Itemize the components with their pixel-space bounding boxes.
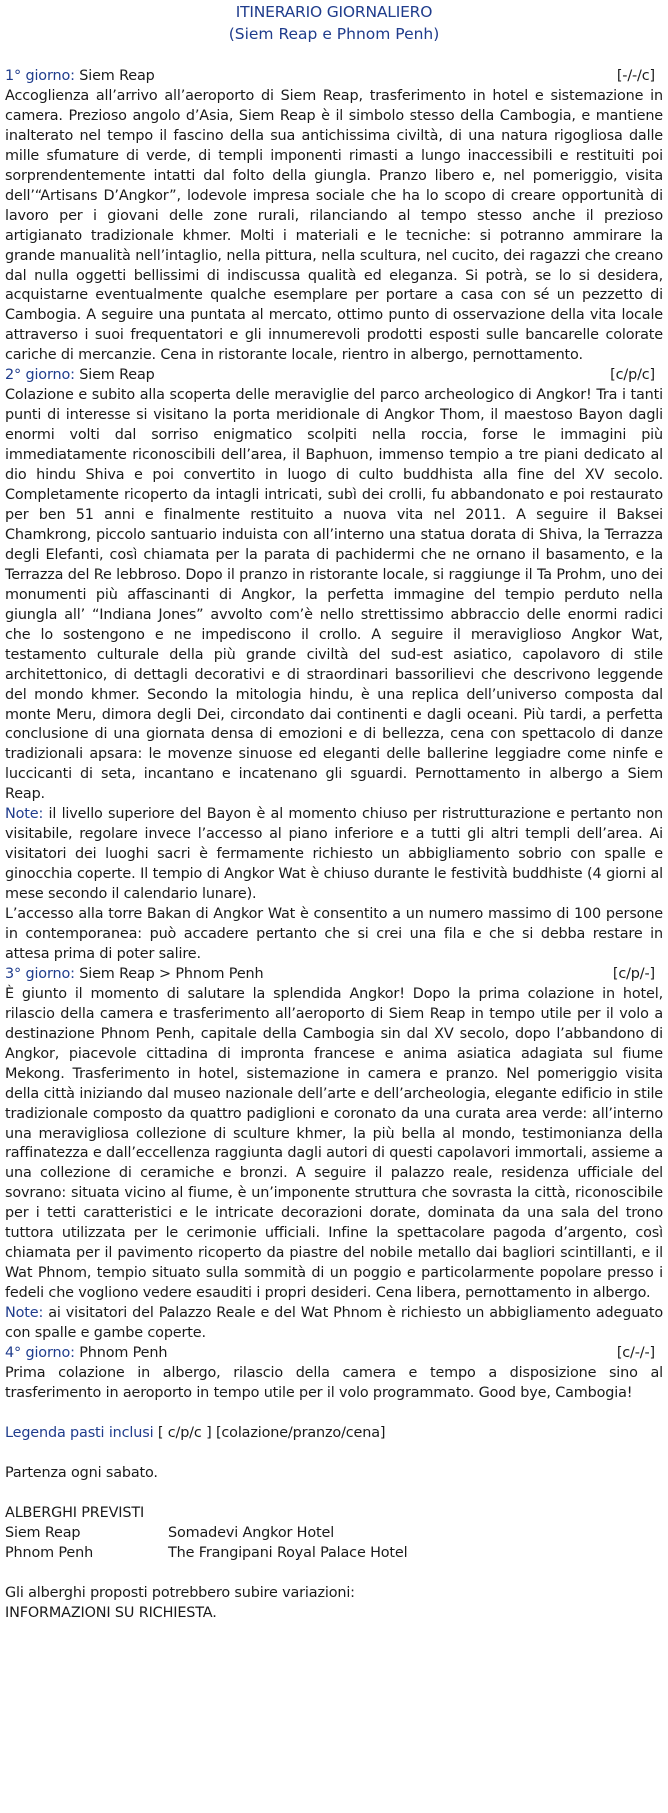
day-section	[5, 366, 663, 965]
day-title	[5, 67, 155, 87]
day-label: 3° giorno:	[5, 965, 75, 982]
day-meals: [c/-/-]	[616, 1345, 655, 1361]
day-place: Siem Reap > Phnom Penh	[79, 965, 264, 982]
hotel-name: The Frangipani Royal Palace Hotel	[168, 1544, 408, 1561]
day-section	[5, 1344, 663, 1404]
page-subtitle: (Siem Reap e Phnom Penh)	[228, 25, 440, 43]
day-meals: [c/p/-]	[612, 965, 655, 982]
meal-legend-label: Legenda pasti inclusi	[5, 1424, 154, 1441]
day-place: Siem Reap	[79, 68, 155, 84]
day-label: 4° giorno:	[5, 1345, 75, 1361]
day-description: Accoglienza all’arrivo all’aeroporto di Siem Reap, trasferimento in hotel e sistemazione in camera. Prezioso angolo d’Asia, Siem Reap è il simbolo stesso della Cambogia, e mantiene inalterato nel tempo il fascino della sua antichissima civiltà, di una natura rigogliosa dalle mille sfumature di verde, di templi imponenti rimasti a lungo inaccessibili e restituiti poi sorprendentemente intatti dal folto della giungla. Pranzo libero e, nel pomeriggio, visita dell’“Artisans D’Angkor”, lodevole impresa sociale che ha lo scopo di creare opportunità di lavoro per i giovani delle zone rurali, rilanciando al tempo stesso anche il prezioso artigianato tradizionale khmer. Molti i materiali e le tecniche: si potranno ammirare la grande manualità nell’intaglio, nella pittura, nella scultura, nel cucito, dei ragazzi che creano dal nulla oggetti bellissimi di indiscussa qualità ed eleganza. Si potrà, se lo si desidera, acquistarne eventualmente qualche esemplare per portare a casa con sé un pezzetto di Cambogia. A seguire una puntata al mercato, ottimo punto di osservazione della vita locale attraverso i suoi frequentatori e gli innumerevoli prodotti esposti sulle bancarelle colorate cariche di mercanzie. Cena in ristorante locale, rientro in albergo, pernottamento.	[5, 87, 663, 364]
day-title	[5, 965, 263, 985]
day-section	[5, 67, 663, 366]
days-list	[5, 67, 663, 1404]
day-description: Prima colazione in albergo, rilascio della camera e tempo a disposizione sino al trasferimento in aeroporto in tempo utile per il volo programmato. Good bye, Cambogia!	[5, 1364, 663, 1401]
hotel-city: Phnom Penh	[5, 1544, 94, 1561]
day-note	[5, 905, 663, 965]
day-label: 1° giorno:	[5, 68, 75, 84]
day-description: Colazione e subito alla scoperta delle meraviglie del parco archeologico di Angkor! Tra i tanti punti di interesse si visitano la porta meridionale di Angkor Thom, il maestoso Bayon dagli enormi volti dal sorriso enigmatico scolpiti nella roccia, forse le immagini più immediatamente riconoscibili dell’area, il Baphuon, immenso tempio a tre piani dedicato al dio hindu Shiva e poi convertito in luogo di culto buddhista alla fine del XV secolo. Completamente ricoperto da intagli intricati, subì dei crolli, fu abbandonato e poi restaurato per ben 51 anni e finalmente restituito a nuova vita nel 2011. A seguire il Baksei Chamkrong, piccolo santuario induista con all’interno una statua dorata di Shiva, la Terrazza degli Elefanti, così chiamata per la parata di pachidermi che ne ornano il basamento, e la Terrazza del Re lebbroso. Dopo il pranzo in ristorante locale, si raggiunge il Ta Prohm, uno dei monumenti più affascinanti di Angkor, la perfetta immagine del tempio perduto nella giungla all’ “Indiana Jones” avvolto com’è nello strettissimo abbraccio delle enormi radici che lo sostengono e ne impediscono il crollo. A seguire il meraviglioso Angkor Wat, testamento culturale della più grande civiltà del sud-est asiatico, capolavoro di stile architettonico, di dettagli decorativi e di straordinari bassorilievi che descrivono leggende del mondo khmer. Secondo la mitologia hindu, è una replica dell’universo composta dal monte Meru, dimora degli Dei, circondato dai continenti e dagli oceani. Più tardi, a perfetta conclusione di una giornata densa di emozioni e di bellezza, cena con spettacolo di danze tradizionali apsara: le movenze sinuose ed eleganti delle ballerine leggiadre come ninfe e luccicanti di seta, incantano e incatenano gli sguardi. Pernottamento in albergo a Siem Reap.	[5, 387, 663, 803]
day-place: Phnom Penh	[79, 1345, 168, 1361]
note-text: L’accesso alla torre Bakan di Angkor Wat è consentito a un numero massimo di 100 persone in contemporanea: può accadere pertanto che si crei una fila e che si debba restare in attesa prima di poter salire.	[5, 906, 663, 962]
meal-legend	[5, 1424, 663, 1444]
departure-text: Partenza ogni sabato.	[5, 1464, 158, 1481]
day-meals: [-/-/c]	[616, 68, 655, 84]
page-title: ITINERARIO GIORNALIERO	[235, 3, 433, 21]
hotels-table	[5, 1524, 663, 1564]
meal-legend-text: [ c/p/c ] [colazione/pranzo/cena]	[153, 1424, 386, 1441]
header	[5, 0, 663, 45]
day-title	[5, 366, 155, 386]
note-label: Note:	[5, 806, 44, 823]
itinerary-content	[5, 67, 663, 1624]
hotel-city: Siem Reap	[5, 1524, 81, 1541]
day-header	[5, 366, 663, 386]
day-header	[5, 1344, 663, 1364]
note-text: il livello superiore del Bayon è al momento chiuso per ristrutturazione e pertanto non visitabile, regolare invece l’accesso al piano inferiore e a tutti gli altri templi dell’area. Ai visitatori dei luoghi sacri è fermamente richiesto un abbigliamento sobrio con spalle e ginocchia coperte. Il tempio di Angkor Wat è chiuso durante le festività buddhiste (4 giorni al mese secondo il calendario lunare).	[5, 806, 663, 903]
info-on-request: INFORMAZIONI SU RICHIESTA.	[5, 1604, 217, 1621]
day-title	[5, 1344, 167, 1364]
day-section	[5, 965, 663, 1344]
day-header	[5, 67, 663, 87]
hotel-name: Somadevi Angkor Hotel	[168, 1524, 335, 1541]
hotels-disclaimer: Gli alberghi proposti potrebbero subire variazioni:	[5, 1584, 355, 1601]
day-place: Siem Reap	[79, 367, 155, 384]
note-text: ai visitatori del Palazzo Reale e del Wat Phnom è richiesto un abbigliamento adeguato con spalle e gambe coperte.	[5, 1305, 663, 1342]
note-label: Note:	[5, 1305, 44, 1322]
day-label: 2° giorno:	[5, 367, 75, 384]
day-description: È giunto il momento di salutare la splendida Angkor! Dopo la prima colazione in hotel, rilascio della camera e trasferimento all’aeroporto di Siem Reap in tempo utile per il volo a destinazione Phnom Penh, capitale della Cambogia sin dal XV secolo, dopo l’abbandono di Angkor, piacevole cittadina di impronta francese e anima asiatica adagiata sul fiume Mekong. Trasferimento in hotel, sistemazione in camera e pranzo. Nel pomeriggio visita della città iniziando dal museo nazionale dell’arte e dell’archeologia, elegante edificio in stile tradizionale composto da quattro padiglioni e coronato da una curata area verde: all’interno una meravigliosa collezione di sculture khmer, la più bella al mondo, testimonianza della raffinatezza e dall’eccellenza raggiunta dagli autori di questi capolavori immortali, assieme a una collezione di ceramiche e bronzi. A seguire il palazzo reale, residenza ufficiale del sovrano: situata vicino al fiume, è un’imponente struttura che sovrasta la città, riconoscibile per i tetti caratteristici e le intricate decorazioni dorate, dominata da una sala del trono tuttora utilizzata per le cerimonie ufficiali. Infine la spettacolare pagoda d’argento, così chiamata per il pavimento ricoperto da piastre del nobile metallo dai bagliori scintillanti, e il Wat Phnom, tempio situato sulla sommità di un poggio e particolarmente popolare presso i fedeli che vogliono vedere esauditi i propri desideri. Cena libera, pernottamento in albergo.	[5, 985, 663, 1302]
day-meals: [c/p/c]	[610, 367, 655, 384]
hotels-heading: ALBERGHI PREVISTI	[5, 1504, 145, 1521]
day-header	[5, 965, 663, 985]
day-note	[5, 1304, 663, 1344]
day-note	[5, 805, 663, 905]
